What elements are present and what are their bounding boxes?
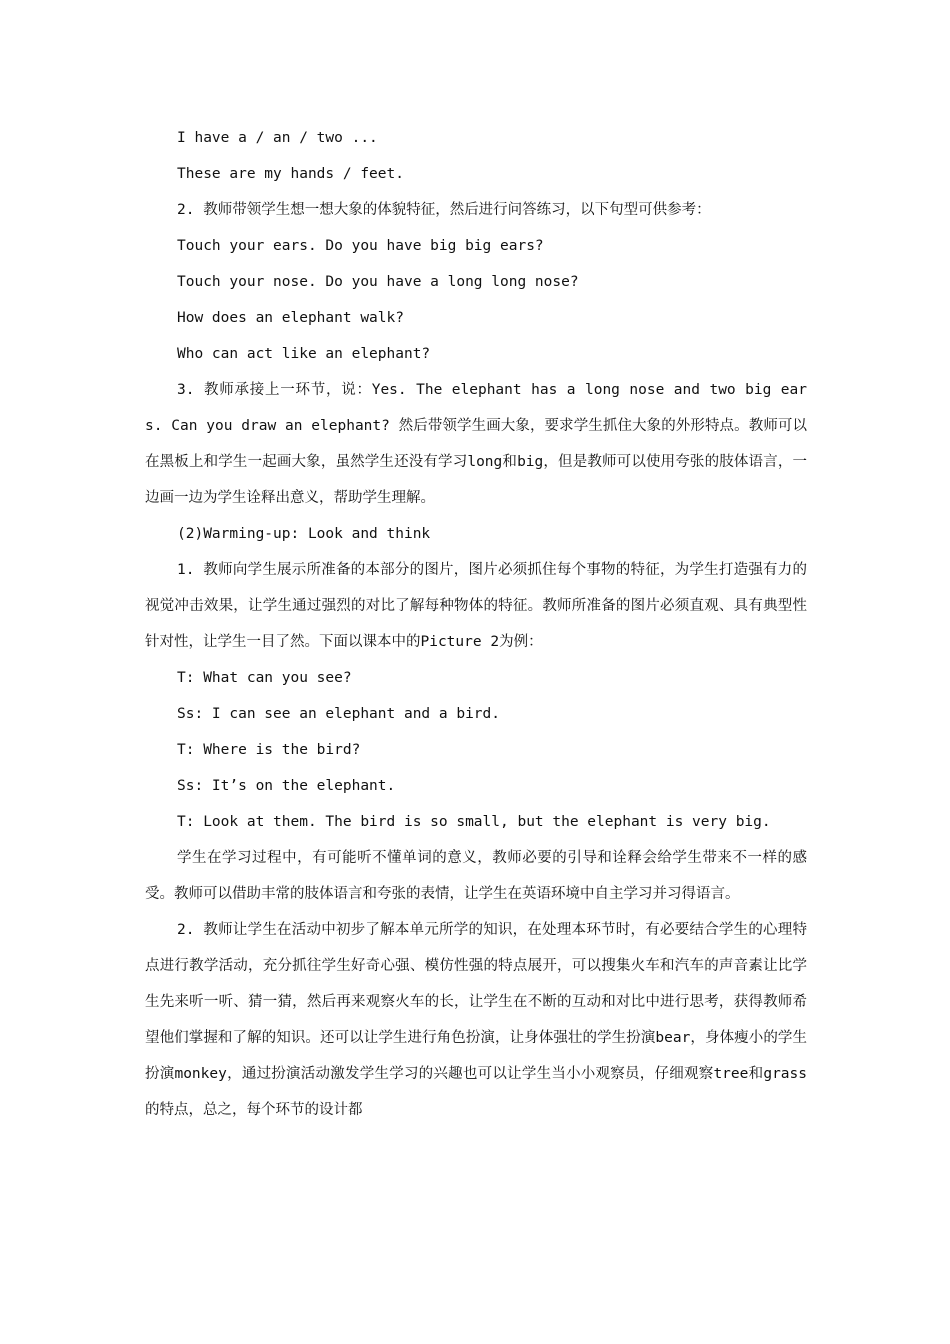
paragraph-warming-up-step-2: 2. 教师让学生在活动中初步了解本单元所学的知识，在处理本环节时，有必要结合学生的心理特点进行教学活动，充分抓往学生好奇心强、模仿性强的特点展开，可以搜集火车和汽车的声音素让比学生先来听一听、猜一猜，然后再来观察火车的长，让学生在不断的互动和对比中进行思考，获得教师希望他们掌握和了解的知识。还可以让学生进行角色扮演，让身体强壮的学生扮演bear，身体瘦小的学生扮演monkey，通过扮演活动激发学生学习的兴趣也可以让学生当小小观察员，仔细观察tree和grass的特点，总之，每个环节的设计都 [145,922,807,1118]
paragraph-elephant-walk: How does an elephant walk? [177,310,404,326]
paragraph-act-elephant: Who can act like an elephant? [177,346,431,362]
dialogue-line-4: Ss: It’s on the elephant. [177,778,396,794]
dialogue-line-2: Ss: I can see an elephant and a bird. [177,706,501,722]
section-heading-warming-up: (2)Warming-up: Look and think [177,526,431,542]
paragraph-learning-guidance: 学生在学习过程中，有可能听不懂单词的意义，教师必要的引导和诠释会给学生带来不一样的感受。教师可以借助丰常的肢体语言和夸张的表情，让学生在英语环境中自主学习并习得语言。 [145,850,807,902]
dialogue-line-5: T: Look at them. The bird is so small, but the elephant is very big. [177,814,771,830]
document-body [145,120,807,1128]
paragraph-sentence-pattern-have: I have a / an / two ... [177,130,378,146]
paragraph-sentence-pattern-hands: These are my hands / feet. [177,166,404,182]
paragraph-step-3: 3. 教师承接上一环节，说：Yes. The elephant has a long nose and two big ears. Can you draw an elephant? 然后带领学生画大象，要求学生抓住大象的外形特点。教师可以在黑板上和学生一起画大象，虽然学生还没有学习long和big，但是教师可以使用夸张的肢体语言，一边画一边为学生诠释出意义，帮助学生理解。 [145,382,807,506]
dialogue-line-1: T: What can you see? [177,670,352,686]
paragraph-step-2: 2. 教师带领学生想一想大象的体貌特征，然后进行问答练习，以下句型可供参考： [177,202,711,218]
paragraph-touch-ears: Touch your ears. Do you have big big ears? [177,238,544,254]
paragraph-touch-nose: Touch your nose. Do you have a long long nose? [177,274,579,290]
dialogue-line-3: T: Where is the bird? [177,742,361,758]
paragraph-warming-up-step-1: 1. 教师向学生展示所准备的本部分的图片，图片必须抓住每个事物的特征，为学生打造强有力的视觉冲击效果，让学生通过强烈的对比了解每种物体的特征。教师所准备的图片必须直观、具有典型性针对性，让学生一目了然。下面以课本中的Picture 2为例： [145,562,807,650]
